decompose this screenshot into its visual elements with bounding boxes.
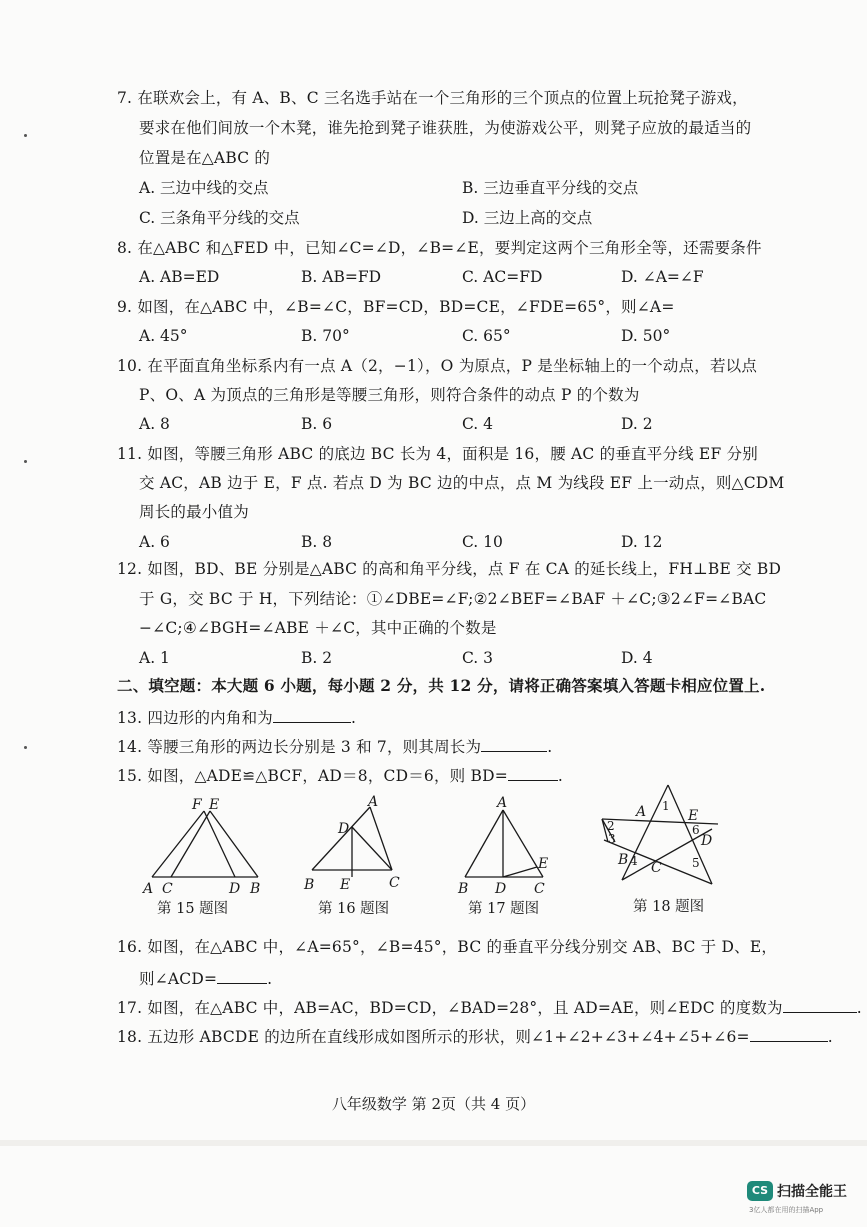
scan-shadow xyxy=(0,1140,867,1146)
q18 xyxy=(117,1025,833,1047)
cs-logo-icon: CS xyxy=(747,1181,773,1201)
q9-option-d: D. 50° xyxy=(621,327,671,345)
q12-option-a: A. 1 xyxy=(139,649,170,667)
q17 xyxy=(117,996,862,1018)
fig17-label-a: A xyxy=(497,795,508,811)
figure-15-caption: 第 15 题图 xyxy=(157,901,229,917)
q10-option-a: A. 8 xyxy=(139,415,170,433)
q17-end: . xyxy=(856,999,862,1017)
q16-end: . xyxy=(267,970,273,988)
section-2-heading: 二、填空题：本大题 6 小题，每小题 2 分，共 12 分，请将正确答案填入答题卡相应位置上. xyxy=(117,676,766,695)
q10-option-c: C. 4 xyxy=(462,415,494,433)
q15 xyxy=(117,764,563,786)
q7-line3: 位置是在△ABC 的 xyxy=(139,149,271,167)
q13 xyxy=(117,706,356,728)
q11-option-d: D. 12 xyxy=(621,533,663,551)
q12-line2: 于 G，交 BC 于 H，下列结论：①∠DBE=∠F;②2∠BEF=∠BAF ＋∠C;③2∠F=∠BAC xyxy=(139,590,767,608)
figure-17-diagram xyxy=(455,795,565,900)
q15-text: 15. 如图，△ADE≌△BCF，AD＝8，CD＝6，则 BD= xyxy=(117,767,508,785)
q7-option-d: D. 三边上高的交点 xyxy=(462,209,593,227)
fig15-label-d: D xyxy=(229,881,241,897)
fig16-label-a: A xyxy=(368,794,379,810)
q14-end: . xyxy=(547,738,553,756)
q16-line2 xyxy=(139,967,272,989)
figure-16 xyxy=(300,795,410,900)
figure-17 xyxy=(455,795,565,900)
scan-speck xyxy=(24,460,27,463)
figure-18 xyxy=(600,782,725,892)
q16-text: 则∠ACD= xyxy=(139,970,218,988)
q14-answer-blank xyxy=(481,735,547,752)
q9-option-b: B. 70° xyxy=(301,327,350,345)
q12-line3: −∠C;④∠BGH=∠ABE ＋∠C，其中正确的个数是 xyxy=(139,619,497,637)
fig15-label-f: F xyxy=(192,797,202,813)
q10-line1: 10. 在平面直角坐标系内有一点 A（2，−1），O 为原点，P 是坐标轴上的一个动点，若以点 xyxy=(117,357,758,375)
q11-option-c: C. 10 xyxy=(462,533,503,551)
brand-name: 扫描全能王 xyxy=(777,1184,847,1200)
q18-end: . xyxy=(827,1028,833,1046)
q11-option-b: B. 8 xyxy=(301,533,333,551)
q7-option-b: B. 三边垂直平分线的交点 xyxy=(462,179,639,197)
page-footer: 八年级数学 第 2页（共 4 页） xyxy=(331,1095,536,1113)
fig17-label-d: D xyxy=(495,881,507,897)
fig17-label-e: E xyxy=(538,856,549,872)
q12-option-d: D. 4 xyxy=(621,649,653,667)
q11-line2: 交 AC，AB 边于 E，F 点. 若点 D 为 BC 边的中点，点 M 为线段 EF 上一动点，则△CDM xyxy=(139,474,785,492)
figure-18-caption: 第 18 题图 xyxy=(633,899,705,915)
fig16-label-d: D xyxy=(338,821,350,837)
fig18-label-4: 4 xyxy=(630,854,638,868)
q18-text: 18. 五边形 ABCDE 的边所在直线形成如图所示的形状，则∠1+∠2+∠3+∠4+∠5+∠6= xyxy=(117,1028,750,1046)
fig16-label-b: B xyxy=(304,877,315,893)
fig17-label-c: C xyxy=(534,881,545,897)
fig15-label-b: B xyxy=(250,881,261,897)
q11-line1: 11. 如图，等腰三角形 ABC 的底边 BC 长为 4，面积是 16，腰 AC 的垂直平分线 EF 分别 xyxy=(117,445,758,463)
q7-line2: 要求在他们间放一个木凳，谁先抢到凳子谁获胜，为使游戏公平，则凳子应放的最适当的 xyxy=(139,119,752,137)
q11-line3: 周长的最小值为 xyxy=(139,503,249,521)
figure-17-caption: 第 17 题图 xyxy=(468,901,540,917)
fig15-label-c: C xyxy=(162,881,173,897)
q8-line1: 8. 在△ABC 和△FED 中，已知∠C=∠D，∠B=∠E，要判定这两个三角形全等，还需要条件 xyxy=(117,239,762,257)
q14-text: 14. 等腰三角形的两边长分别是 3 和 7，则其周长为 xyxy=(117,738,482,756)
q10-option-d: D. 2 xyxy=(621,415,653,433)
q9-option-c: C. 65° xyxy=(462,327,511,345)
q12-line1: 12. 如图，BD、BE 分别是△ABC 的高和角平分线，点 F 在 CA 的延长线上，FH⊥BE 交 BD xyxy=(117,560,782,578)
q10-line2: P、O、A 为顶点的三角形是等腰三角形，则符合条件的动点 P 的个数为 xyxy=(139,386,640,404)
fig18-label-e: E xyxy=(688,808,699,824)
fig18-label-6: 6 xyxy=(692,823,700,837)
figure-16-diagram xyxy=(300,795,410,900)
q16-line1: 16. 如图，在△ABC 中，∠A=65°，∠B=45°，BC 的垂直平分线分别交 AB、BC 于 D、E， xyxy=(117,938,778,956)
q9-option-a: A. 45° xyxy=(139,327,188,345)
q17-answer-blank xyxy=(783,996,857,1013)
q13-answer-blank xyxy=(273,706,351,723)
fig15-label-a: A xyxy=(143,881,154,897)
q8-option-c: C. AC=FD xyxy=(462,268,543,286)
fig18-label-b: B xyxy=(618,852,629,868)
fig16-label-c: C xyxy=(389,875,400,891)
q10-option-b: B. 6 xyxy=(301,415,333,433)
q8-option-a: A. AB=ED xyxy=(139,268,220,286)
figure-18-diagram xyxy=(600,782,725,892)
q8-option-b: B. AB=FD xyxy=(301,268,381,286)
q7-line1: 7. 在联欢会上，有 A、B、C 三名选手站在一个三角形的三个顶点的位置上玩抢凳子游戏， xyxy=(117,89,748,107)
figure-15 xyxy=(140,795,270,900)
q7-option-c: C. 三条角平分线的交点 xyxy=(139,209,300,227)
q14 xyxy=(117,735,552,757)
q8-option-d: D. ∠A=∠F xyxy=(621,268,704,286)
fig16-label-e: E xyxy=(340,877,351,893)
scan-speck xyxy=(24,134,27,137)
fig18-label-c: C xyxy=(651,860,662,876)
fig18-label-a: A xyxy=(636,804,647,820)
fig18-label-d: D xyxy=(701,833,713,849)
fig18-label-5: 5 xyxy=(692,856,700,870)
fig18-label-1: 1 xyxy=(662,799,670,813)
q16-answer-blank xyxy=(217,967,267,984)
scan-speck xyxy=(24,746,27,749)
fig18-label-2: 2 xyxy=(607,819,615,833)
q13-end: . xyxy=(350,709,357,727)
q13-text: 13. 四边形的内角和为 xyxy=(117,709,273,727)
q11-option-a: A. 6 xyxy=(139,533,170,551)
figure-15-diagram xyxy=(140,795,270,900)
q18-answer-blank xyxy=(750,1025,828,1042)
q15-answer-blank xyxy=(508,764,558,781)
scanner-watermark xyxy=(747,1177,857,1217)
figure-16-caption: 第 16 题图 xyxy=(318,901,390,917)
fig15-label-e: E xyxy=(209,797,220,813)
fig18-label-3: 3 xyxy=(608,832,616,846)
q17-text: 17. 如图，在△ABC 中，AB=AC，BD=CD，∠BAD=28°，且 AD=AE，则∠EDC 的度数为 xyxy=(117,999,783,1017)
q7-option-a: A. 三边中线的交点 xyxy=(139,179,269,197)
q12-option-b: B. 2 xyxy=(301,649,333,667)
fig17-label-b: B xyxy=(458,881,469,897)
q9-line1: 9. 如图，在△ABC 中，∠B=∠C，BF=CD，BD=CE，∠FDE=65°，则∠A= xyxy=(117,298,675,316)
q12-option-c: C. 3 xyxy=(462,649,494,667)
brand-tagline: 3亿人都在用的扫描App xyxy=(749,1206,824,1214)
q15-end: . xyxy=(557,767,564,785)
